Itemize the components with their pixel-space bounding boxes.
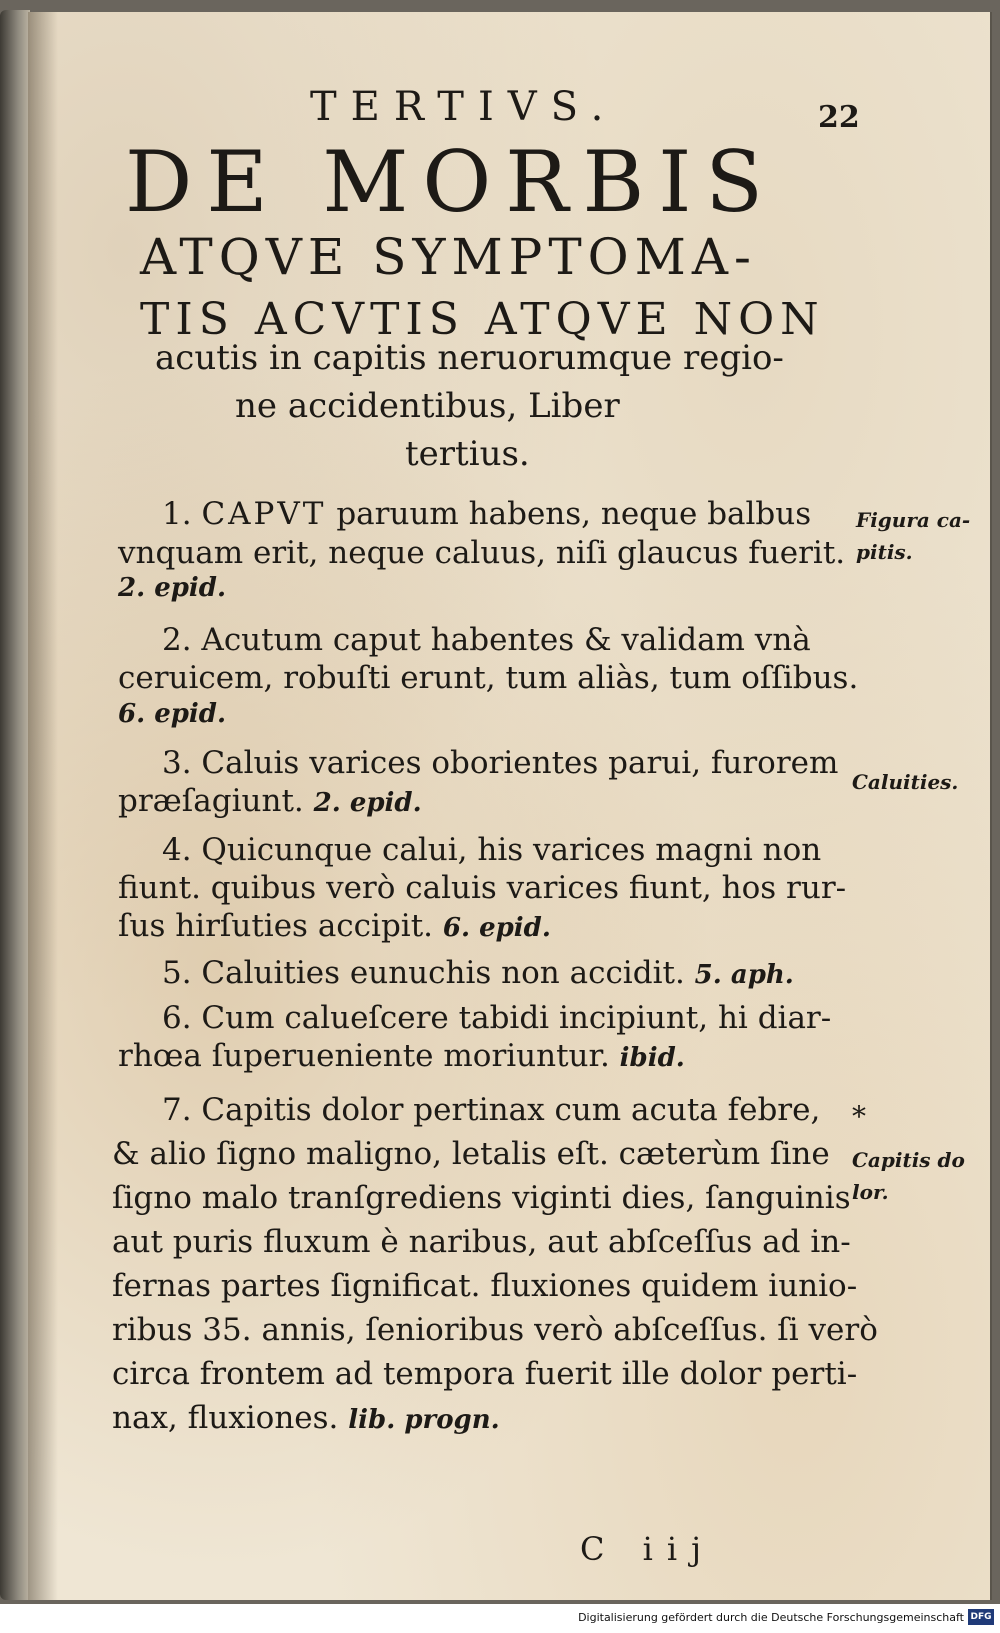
title-line-3: TIS ACVTIS ATQVE NON bbox=[140, 294, 825, 345]
title-line-5: ne accidentibus, Liber bbox=[235, 386, 620, 426]
page-number: 22 bbox=[818, 100, 860, 135]
entry-6-line-1: 6. Cum caluеſcere tabidi incipiunt, hi diar- bbox=[162, 1000, 832, 1036]
entry-7-line-6: ribus 35. annis, ſenioribus verò abſceſſus. ſi verò bbox=[112, 1312, 878, 1348]
entry-1-line-2: vnquam erit, neque caluus, niſi glaucus fuerit. bbox=[118, 535, 846, 571]
title-line-2: ATQVE SYMPTOMA- bbox=[140, 228, 757, 286]
left-page-edge bbox=[0, 10, 30, 1600]
title-line-4: acutis in capitis neruorumque regio- bbox=[155, 338, 784, 378]
entry-1-source: 2. epid. bbox=[118, 573, 227, 603]
signature-mark: C iij bbox=[580, 1530, 716, 1568]
entry-7-line-5: fernas partes ſignificat. fluxiones quidem iunio- bbox=[112, 1268, 858, 1304]
entry-4-line-3: ſus hirſuties accipit. 6. epid. bbox=[118, 908, 551, 944]
running-head: TERTIVS. bbox=[310, 84, 618, 130]
margin-note-capitis-2: lor. bbox=[852, 1180, 889, 1204]
entry-7-line-7: circa frontem ad tempora fuerit ille dolor perti- bbox=[112, 1356, 858, 1392]
margin-note-figura: Figura ca- bbox=[856, 508, 971, 532]
margin-note-capitis: Capitis do bbox=[852, 1148, 965, 1172]
footer-credit: Digitalisierung gefördert durch die Deutsche Forschungsgemeinschaft bbox=[578, 1611, 964, 1624]
margin-asterisk: * bbox=[852, 1100, 866, 1133]
entry-7-line-1: 7. Capitis dolor pertinax cum acuta febre, bbox=[162, 1092, 821, 1128]
entry-2-line-2: ceruicem, robuſti erunt, tum aliàs, tum oſſibus. bbox=[118, 660, 859, 696]
entry-7-line-3: ſigno malo tranſgrediens viginti dies, ſanguinis bbox=[112, 1180, 851, 1216]
entry-2-source: 6. epid. bbox=[118, 699, 227, 729]
entry-7-line-4: aut puris fluxum è naribus, aut abſceſſus ad in- bbox=[112, 1224, 851, 1260]
entry-1-line-1: 1. CAPVT paruum habens, neque balbus bbox=[162, 496, 812, 532]
gutter-shadow bbox=[28, 12, 58, 1600]
dfg-logo: DFG bbox=[968, 1609, 994, 1625]
entry-5-line-1: 5. Caluities eunuchis non accidit. 5. aph. bbox=[162, 955, 794, 991]
margin-note-caluities: Caluities. bbox=[852, 770, 959, 794]
entry-6-line-2: rhœa ſuperueniente moriuntur. ibid. bbox=[118, 1038, 685, 1074]
title-line-1: DE MORBIS bbox=[125, 133, 777, 231]
margin-note-figura-2: pitis. bbox=[856, 540, 913, 564]
entry-2-line-1: 2. Acutum caput habentes & validam vnà bbox=[162, 622, 811, 658]
title-line-6: tertius. bbox=[405, 434, 530, 474]
entry-3-line-2: præſagiunt. 2. epid. bbox=[118, 783, 422, 819]
entry-4-line-1: 4. Quicunque calui, his varices magni non bbox=[162, 832, 822, 868]
entry-7-line-8: nax, fluxiones. lib. progn. bbox=[112, 1400, 500, 1436]
entry-7-line-2: & alio ſigno maligno, letalis eſt. cæterùm ſine bbox=[112, 1136, 830, 1172]
entry-4-line-2: fiunt. quibus verò caluis varices fiunt, hos rur- bbox=[118, 870, 847, 906]
entry-3-line-1: 3. Caluis varices oborientes parui, furorem bbox=[162, 745, 839, 781]
